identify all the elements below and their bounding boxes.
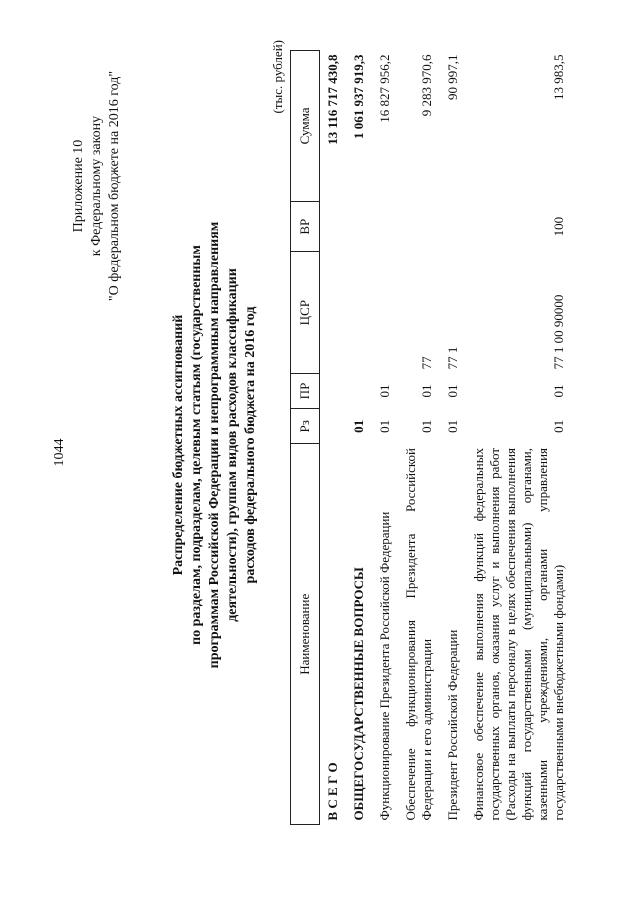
header-vr: ВР: [291, 201, 320, 252]
title-line-3: программам Российской Федерации и непрограммным направлениям: [207, 221, 222, 669]
row-pr: 01: [551, 384, 566, 398]
title-line-4: деятельности), группам видов расходов классификации: [225, 268, 240, 622]
units-label: (тыс. рублей): [270, 40, 285, 114]
row-vr: [320, 201, 347, 252]
row-sum: 9 283 970,6: [419, 54, 434, 117]
row-vr: [346, 201, 372, 252]
page-number: 1044: [52, 438, 67, 467]
row-name: Финансовое обеспечение выполнения функций федеральных государственных органов, оказания услуг и выполнения работ (Расходы на выплаты персоналу в целях обеспечения выполнения функций государственными (муниципальными) органами, казенными учреждениями, органами управления государственными внебюджетными фондами): [471, 447, 566, 821]
table-body: [320, 51, 573, 825]
row-vr: [398, 201, 440, 252]
row-rz: 01: [351, 419, 366, 433]
appendix-line-3: "О федеральном бюджете на 2016 год": [107, 70, 122, 302]
row-rz: 01: [377, 419, 392, 433]
row-name: Функционирование Президента Российской Федерации: [377, 511, 392, 821]
header-name: Наименование: [291, 444, 320, 825]
row-pr: 01: [445, 384, 460, 398]
row-sum: 1 061 937 919,3: [351, 54, 366, 139]
header-rz: Рз: [291, 409, 320, 444]
table-row: [398, 51, 440, 825]
row-rz: 01: [445, 419, 460, 433]
row-csr: 77: [419, 356, 434, 370]
header-sum: Сумма: [291, 51, 320, 202]
appendix-line-2: к Федеральному закону: [89, 115, 104, 257]
header-csr: ЦСР: [291, 252, 320, 373]
appendix-line-1: Приложение 10: [71, 139, 86, 233]
row-csr: [320, 252, 347, 373]
row-csr: [372, 252, 398, 373]
table-row: [466, 51, 572, 825]
row-vr: 100: [551, 216, 566, 237]
row-vr: [440, 201, 466, 252]
title-line-2: по разделам, подразделам, целевым статьям (государственным: [189, 245, 204, 645]
title-line-5: расходов федерального бюджета на 2016 год: [243, 306, 258, 584]
row-pr: 01: [377, 384, 392, 398]
table-row: [440, 51, 466, 825]
row-rz: 01: [419, 419, 434, 433]
row-name: ОБЩЕГОСУДАРСТВЕННЫЕ ВОПРОСЫ: [351, 567, 366, 821]
row-name: В С Е Г О: [325, 762, 340, 821]
document-title: [170, 135, 260, 755]
row-csr: [346, 252, 372, 373]
table-row: [320, 51, 347, 825]
table-header: [291, 51, 320, 825]
row-sum: 16 827 956,2: [377, 54, 392, 123]
budget-table: [290, 50, 572, 825]
header-pr: ПР: [291, 373, 320, 408]
row-name: Обеспечение функционирования Президента Российской Федерации и его администрации: [403, 447, 434, 821]
row-pr: [346, 373, 372, 408]
row-csr: 77 1: [445, 346, 460, 370]
row-rz: [320, 409, 347, 444]
row-sum: 13 116 717 430,8: [325, 54, 340, 145]
row-name: Президент Российской Федерации: [445, 629, 460, 821]
table-row: [346, 51, 372, 825]
header-row: [291, 51, 320, 825]
table-row: [372, 51, 398, 825]
row-vr: [372, 201, 398, 252]
appendix-header: [70, 36, 124, 336]
title-line-1: Распределение бюджетных ассигнований: [171, 314, 186, 576]
row-rz: 01: [551, 419, 566, 433]
row-sum: 90 997,1: [445, 54, 460, 100]
row-pr: [320, 373, 347, 408]
row-pr: 01: [419, 384, 434, 398]
row-sum: 13 983,5: [551, 54, 566, 100]
row-csr: 77 1 00 90000: [551, 294, 566, 370]
